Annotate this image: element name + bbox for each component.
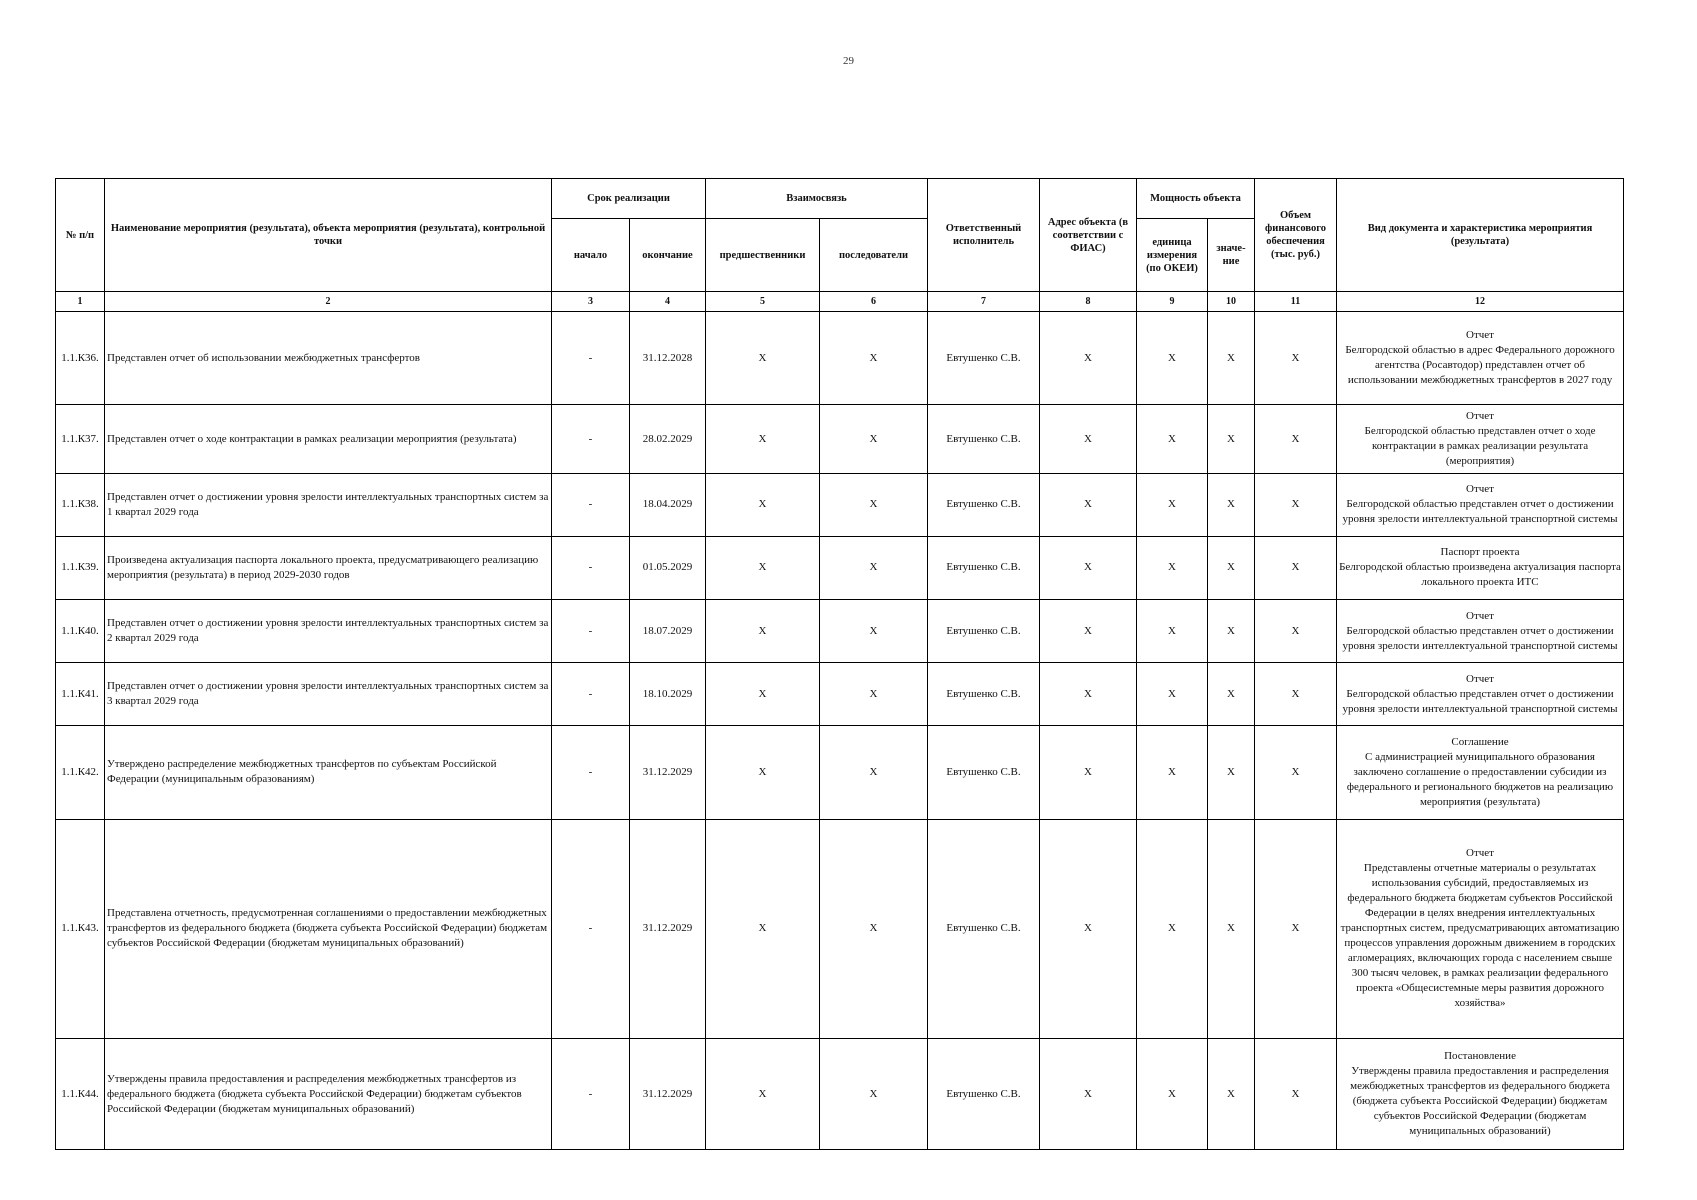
column-number: 7 xyxy=(928,292,1040,312)
row-document-text: Белгородской областью представлен отчет о достижении уровня зрелости интеллектуальной транспортной системы xyxy=(1342,687,1618,715)
column-number: 4 xyxy=(630,292,706,312)
header-name: Наименование мероприятия (результата), объекта мероприятия (результата), контрольной точки xyxy=(105,179,552,292)
row-name: Произведена актуализация паспорта локального проекта, предусматривающего реализацию мероприятия (результата) в период 2029-2030 годов xyxy=(105,536,552,599)
row-responsible: Евтушенко С.В. xyxy=(928,473,1040,536)
row-number: 1.1.К37. xyxy=(56,405,105,473)
row-number: 1.1.К39. xyxy=(56,536,105,599)
row-document-type: Отчет xyxy=(1466,329,1494,342)
row-number: 1.1.К44. xyxy=(56,1039,105,1150)
column-number: 5 xyxy=(706,292,820,312)
row-unit: X xyxy=(1137,312,1208,405)
row-unit: X xyxy=(1137,726,1208,819)
row-successors: X xyxy=(820,819,928,1039)
row-document-text: Белгородской областью представлен отчет о достижении уровня зрелости интеллектуальной транспортной системы xyxy=(1342,624,1618,652)
header-term-start: начало xyxy=(552,219,630,292)
table-body xyxy=(56,312,1624,1150)
row-number: 1.1.К40. xyxy=(56,600,105,663)
row-number: 1.1.К38. xyxy=(56,473,105,536)
row-document-type: Отчет xyxy=(1466,483,1494,496)
header-relation-succ: последователи xyxy=(820,219,928,292)
header-responsible: Ответственный исполнитель xyxy=(928,179,1040,292)
row-value: X xyxy=(1208,473,1255,536)
table-row xyxy=(56,405,1624,473)
row-address: X xyxy=(1040,312,1137,405)
row-document-type: Соглашение xyxy=(1451,735,1509,748)
row-funding: X xyxy=(1255,473,1337,536)
header-capacity: Мощность объекта xyxy=(1137,179,1255,219)
row-value: X xyxy=(1208,663,1255,726)
row-document xyxy=(1337,726,1624,819)
row-name: Утверждены правила предоставления и распределения межбюджетных трансфертов из федерального бюджета (бюджета субъекта Российской Федерации) бюджетам субъектов Российской Федерации (бюджетам муниципальных образований) xyxy=(105,1039,552,1150)
column-number: 8 xyxy=(1040,292,1137,312)
row-name: Представлен отчет о достижении уровня зрелости интеллектуальных транспортных систем за 1 квартал 2029 года xyxy=(105,473,552,536)
row-successors: X xyxy=(820,1039,928,1150)
row-predecessors: X xyxy=(706,663,820,726)
row-start: - xyxy=(552,600,630,663)
row-predecessors: X xyxy=(706,1039,820,1150)
row-value: X xyxy=(1208,312,1255,405)
row-document-text: Белгородской областью произведена актуализация паспорта локального проекта ИТС xyxy=(1339,561,1621,589)
row-unit: X xyxy=(1137,663,1208,726)
header-relation: Взаимосвязь xyxy=(706,179,928,219)
row-responsible: Евтушенко С.В. xyxy=(928,600,1040,663)
row-unit: X xyxy=(1137,819,1208,1039)
row-document-text: Белгородской областью представлен отчет о ходе контрактации в рамках реализации результата (мероприятия) xyxy=(1364,425,1596,468)
row-value: X xyxy=(1208,405,1255,473)
row-successors: X xyxy=(820,312,928,405)
row-document-text: Представлены отчетные материалы о результатах использования субсидий, предоставляемых из федерального бюджета бюджетам субъектов Российской Федерации в целях внедрения интеллектуальных транспортных систем, предусматривающих автоматизацию процессов управления дорожным движением в городских агломерациях, включающих города с населением свыше 300 тысяч человек, в рамках реализации федерального проекта «Общесистемные меры развития дорожного хозяйства» xyxy=(1340,862,1620,1010)
header-num: № п/п xyxy=(56,179,105,292)
row-number: 1.1.К43. xyxy=(56,819,105,1039)
header-capacity-value: значе-ние xyxy=(1208,219,1255,292)
row-unit: X xyxy=(1137,536,1208,599)
header-term-end: окончание xyxy=(630,219,706,292)
row-responsible: Евтушенко С.В. xyxy=(928,726,1040,819)
row-document-text: Утверждены правила предоставления и распределения межбюджетных трансфертов из федерального бюджета (бюджета субъекта Российской Федерации) бюджетам субъектов Российской Федерации (бюджетам муниципальных образований) xyxy=(1350,1065,1610,1138)
row-unit: X xyxy=(1137,600,1208,663)
row-responsible: Евтушенко С.В. xyxy=(928,819,1040,1039)
header-relation-pred: предшественники xyxy=(706,219,820,292)
row-successors: X xyxy=(820,726,928,819)
row-predecessors: X xyxy=(706,600,820,663)
plan-table xyxy=(55,178,1624,1150)
row-start: - xyxy=(552,312,630,405)
row-start: - xyxy=(552,663,630,726)
row-document-type: Отчет xyxy=(1466,672,1494,685)
table-row xyxy=(56,726,1624,819)
row-document xyxy=(1337,663,1624,726)
row-name: Представлен отчет о достижении уровня зрелости интеллектуальных транспортных систем за 3 квартал 2029 года xyxy=(105,663,552,726)
row-predecessors: X xyxy=(706,536,820,599)
row-end: 18.07.2029 xyxy=(630,600,706,663)
table-row xyxy=(56,819,1624,1039)
header-address: Адрес объекта (в соответствии с ФИАС) xyxy=(1040,179,1137,292)
row-address: X xyxy=(1040,536,1137,599)
table-row xyxy=(56,600,1624,663)
header-funding: Объем финансового обеспечения (тыс. руб.) xyxy=(1255,179,1337,292)
row-value: X xyxy=(1208,726,1255,819)
row-end: 31.12.2029 xyxy=(630,726,706,819)
row-name: Представлена отчетность, предусмотренная соглашениями о предоставлении межбюджетных трансфертов из федерального бюджета (бюджета субъекта Российской Федерации) бюджетам субъектов Российской Федерации (бюджетам муниципальных образований) xyxy=(105,819,552,1039)
row-predecessors: X xyxy=(706,312,820,405)
row-funding: X xyxy=(1255,819,1337,1039)
row-value: X xyxy=(1208,819,1255,1039)
row-address: X xyxy=(1040,663,1137,726)
row-document-text: С администрацией муниципального образования заключено соглашение о предоставлении субсидии из федерального и регионального бюджетов на реализацию мероприятия (результата) xyxy=(1346,750,1614,808)
column-number: 6 xyxy=(820,292,928,312)
row-number: 1.1.К36. xyxy=(56,312,105,405)
row-name: Представлен отчет о ходе контрактации в рамках реализации мероприятия (результата) xyxy=(105,405,552,473)
row-document xyxy=(1337,600,1624,663)
row-successors: X xyxy=(820,600,928,663)
table-row xyxy=(56,312,1624,405)
row-responsible: Евтушенко С.В. xyxy=(928,405,1040,473)
row-predecessors: X xyxy=(706,819,820,1039)
row-funding: X xyxy=(1255,312,1337,405)
row-document xyxy=(1337,819,1624,1039)
row-document xyxy=(1337,1039,1624,1150)
row-name: Представлен отчет об использовании межбюджетных трансфертов xyxy=(105,312,552,405)
row-start: - xyxy=(552,536,630,599)
row-unit: X xyxy=(1137,473,1208,536)
row-number: 1.1.К42. xyxy=(56,726,105,819)
row-document xyxy=(1337,405,1624,473)
row-funding: X xyxy=(1255,663,1337,726)
row-unit: X xyxy=(1137,405,1208,473)
row-document xyxy=(1337,312,1624,405)
row-funding: X xyxy=(1255,600,1337,663)
row-end: 31.12.2029 xyxy=(630,1039,706,1150)
row-funding: X xyxy=(1255,405,1337,473)
row-address: X xyxy=(1040,726,1137,819)
row-successors: X xyxy=(820,405,928,473)
column-number: 1 xyxy=(56,292,105,312)
column-number: 2 xyxy=(105,292,552,312)
row-funding: X xyxy=(1255,1039,1337,1150)
row-document-type: Постановление xyxy=(1444,1050,1516,1063)
row-name: Утверждено распределение межбюджетных трансфертов по субъектам Российской Федерации (муниципальным образованиям) xyxy=(105,726,552,819)
row-predecessors: X xyxy=(706,473,820,536)
row-address: X xyxy=(1040,1039,1137,1150)
row-predecessors: X xyxy=(706,405,820,473)
column-number: 10 xyxy=(1208,292,1255,312)
row-number: 1.1.К41. xyxy=(56,663,105,726)
row-value: X xyxy=(1208,600,1255,663)
row-address: X xyxy=(1040,405,1137,473)
row-end: 18.10.2029 xyxy=(630,663,706,726)
row-unit: X xyxy=(1137,1039,1208,1150)
header-capacity-unit: единица измерения (по ОКЕИ) xyxy=(1137,219,1208,292)
row-document-type: Отчет xyxy=(1466,410,1494,423)
table-row xyxy=(56,536,1624,599)
row-successors: X xyxy=(820,663,928,726)
row-funding: X xyxy=(1255,536,1337,599)
row-start: - xyxy=(552,726,630,819)
row-value: X xyxy=(1208,1039,1255,1150)
table-row xyxy=(56,1039,1624,1150)
row-address: X xyxy=(1040,473,1137,536)
row-funding: X xyxy=(1255,726,1337,819)
table-row xyxy=(56,473,1624,536)
row-value: X xyxy=(1208,536,1255,599)
row-successors: X xyxy=(820,473,928,536)
column-number: 9 xyxy=(1137,292,1208,312)
row-successors: X xyxy=(820,536,928,599)
row-start: - xyxy=(552,473,630,536)
row-document-text: Белгородской областью в адрес Федерального дорожного агентства (Росавтодор) представлен отчет об использовании межбюджетных трансфертов в 2027 году xyxy=(1345,344,1615,387)
row-responsible: Евтушенко С.В. xyxy=(928,536,1040,599)
row-document-type: Отчет xyxy=(1466,609,1494,622)
row-start: - xyxy=(552,405,630,473)
header-document: Вид документа и характеристика мероприятия (результата) xyxy=(1337,179,1624,292)
row-responsible: Евтушенко С.В. xyxy=(928,312,1040,405)
row-responsible: Евтушенко С.В. xyxy=(928,1039,1040,1150)
row-start: - xyxy=(552,819,630,1039)
row-name: Представлен отчет о достижении уровня зрелости интеллектуальных транспортных систем за 2 квартал 2029 года xyxy=(105,600,552,663)
row-end: 28.02.2029 xyxy=(630,405,706,473)
row-document-type: Паспорт проекта xyxy=(1440,546,1520,559)
row-predecessors: X xyxy=(706,726,820,819)
row-end: 18.04.2029 xyxy=(630,473,706,536)
row-document-type: Отчет xyxy=(1466,847,1494,860)
row-end: 01.05.2029 xyxy=(630,536,706,599)
row-responsible: Евтушенко С.В. xyxy=(928,663,1040,726)
row-document xyxy=(1337,473,1624,536)
row-start: - xyxy=(552,1039,630,1150)
page-number: 29 xyxy=(843,55,854,67)
header-term: Срок реализации xyxy=(552,179,706,219)
column-number: 11 xyxy=(1255,292,1337,312)
column-number: 12 xyxy=(1337,292,1624,312)
column-number: 3 xyxy=(552,292,630,312)
table-row xyxy=(56,663,1624,726)
row-document xyxy=(1337,536,1624,599)
row-end: 31.12.2029 xyxy=(630,819,706,1039)
row-end: 31.12.2028 xyxy=(630,312,706,405)
row-address: X xyxy=(1040,819,1137,1039)
row-address: X xyxy=(1040,600,1137,663)
row-document-text: Белгородской областью представлен отчет о достижении уровня зрелости интеллектуальной транспортной системы xyxy=(1342,498,1618,526)
